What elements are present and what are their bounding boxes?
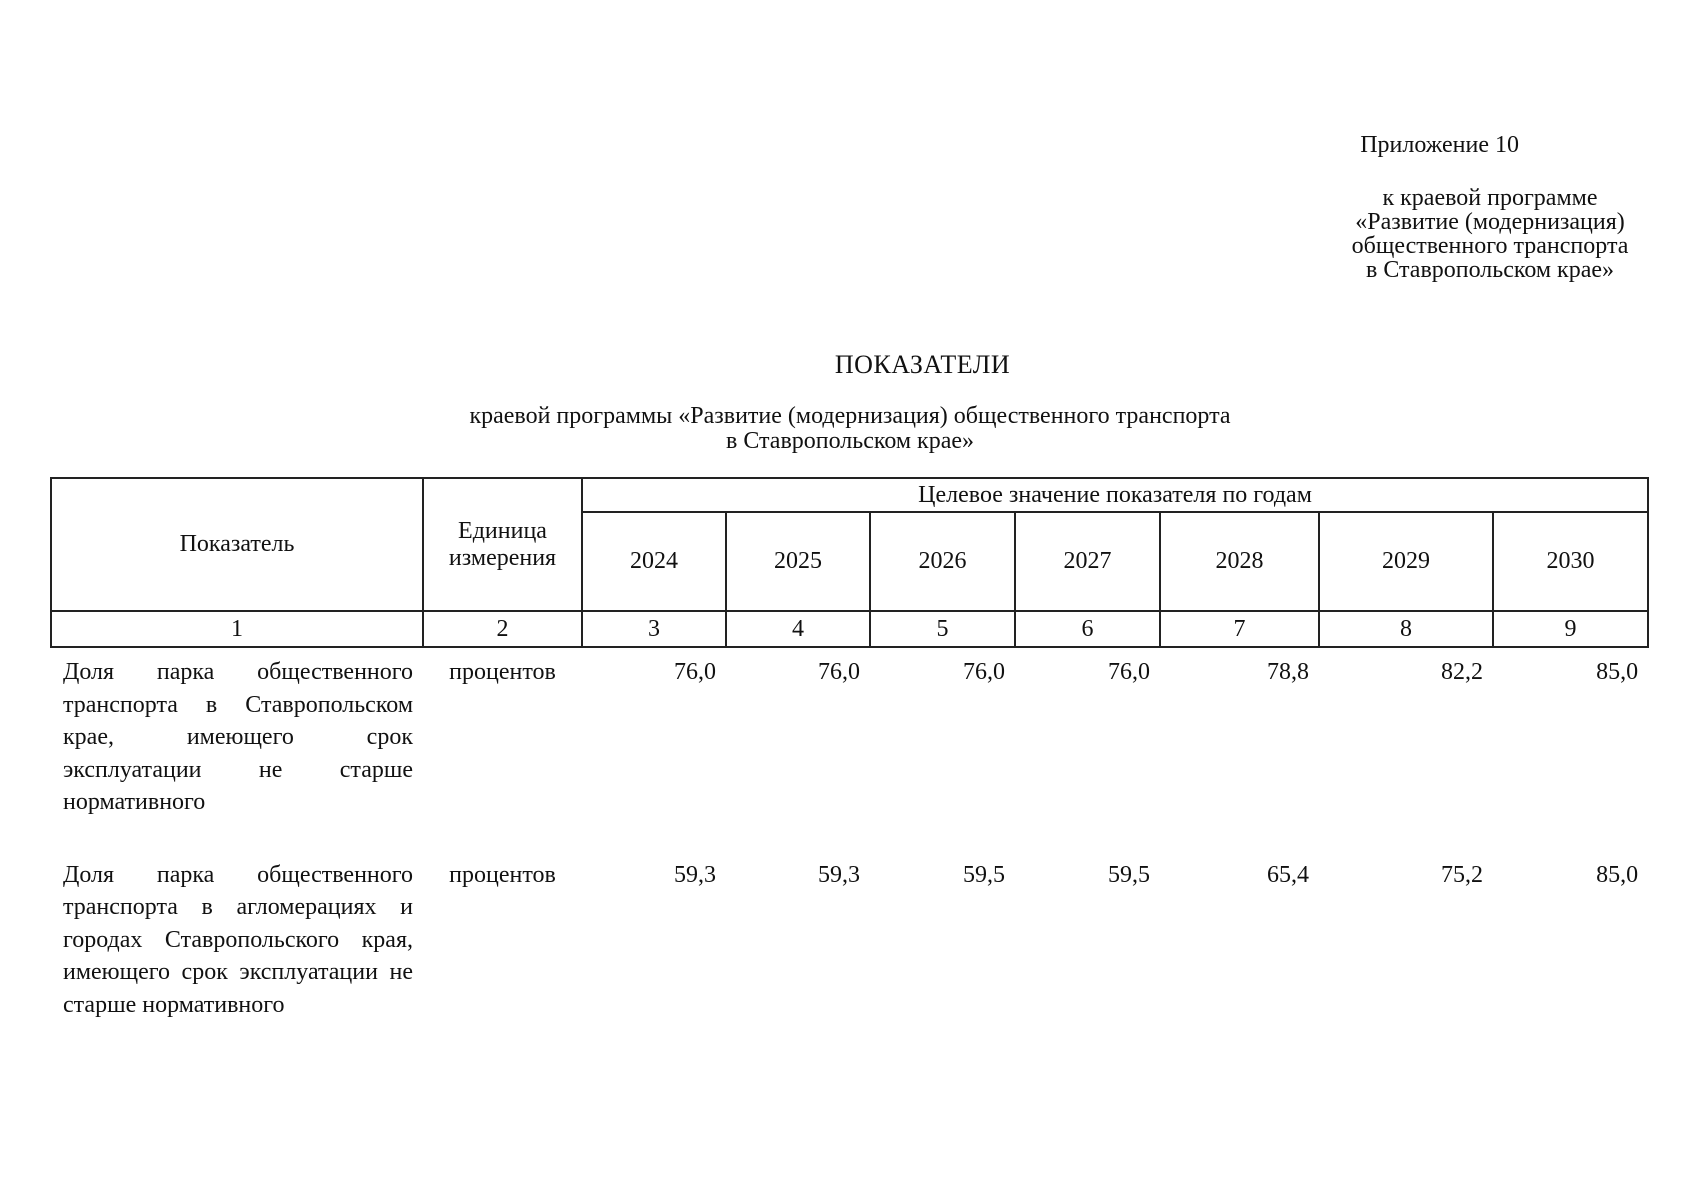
indicator-name: Доля парка общественного транспорта в Ставропольском крае, имеющего срок эксплуатации не старше нормативного [63, 659, 413, 815]
header-year: 2026 [870, 512, 1015, 611]
header-unit: Единица измерения [423, 478, 582, 611]
table-row [51, 647, 1648, 851]
indicator-value: 65,4 [1267, 861, 1309, 888]
header-year: 2024 [582, 512, 726, 611]
table-row [51, 851, 1648, 1023]
document-subtitle [300, 404, 1400, 454]
indicator-unit: процентов [449, 659, 556, 685]
indicator-unit: процентов [449, 861, 556, 888]
indicator-name: Доля парка общественного транспорта в агломерациях и городах Ставропольского края, имеющего срок эксплуатации не старше нормативного [63, 861, 413, 1018]
indicator-value: 76,0 [818, 659, 860, 685]
indicator-value: 76,0 [1108, 659, 1150, 685]
header-target-values: Целевое значение показателя по годам [582, 478, 1648, 512]
header-year: 2030 [1493, 512, 1648, 611]
column-number: 9 [1493, 611, 1648, 647]
appendix-program-line: общественного транспорта [1351, 233, 1629, 259]
column-number: 3 [582, 611, 726, 647]
document-title [0, 350, 1695, 380]
appendix-program-reference [1300, 186, 1680, 282]
header-year: 2027 [1015, 512, 1160, 611]
appendix-program-line: к краевой программе [1382, 185, 1598, 211]
indicator-value: 82,2 [1441, 659, 1483, 685]
document-subtitle-line: в Ставропольском крае» [725, 428, 975, 454]
header-year: 2029 [1319, 512, 1493, 611]
indicator-value: 59,5 [963, 861, 1005, 888]
indicator-value: 59,3 [818, 861, 860, 888]
column-number: 7 [1160, 611, 1319, 647]
indicators-table [50, 477, 1649, 1022]
column-number: 6 [1015, 611, 1160, 647]
appendix-header [1183, 132, 1523, 158]
header-year: 2025 [726, 512, 870, 611]
column-number: 5 [870, 611, 1015, 647]
header-year: 2028 [1160, 512, 1319, 611]
indicator-value: 76,0 [674, 659, 716, 685]
column-number: 4 [726, 611, 870, 647]
column-number: 8 [1319, 611, 1493, 647]
indicator-value: 59,3 [674, 861, 716, 888]
header-indicator: Показатель [51, 478, 423, 611]
appendix-program-line: в Ставропольском крае» [1365, 257, 1615, 283]
indicator-value: 76,0 [963, 659, 1005, 685]
indicator-value: 75,2 [1441, 861, 1483, 888]
column-number-row [51, 611, 1648, 647]
indicator-value: 85,0 [1596, 861, 1639, 888]
column-number: 1 [51, 611, 423, 647]
document-subtitle-line: краевой программы «Развитие (модернизация) общественного транспорта [469, 403, 1231, 429]
appendix-program-line: «Развитие (модернизация) [1355, 209, 1625, 235]
document-title-text: ПОКАЗАТЕЛИ [834, 350, 1011, 379]
indicator-value: 85,0 [1596, 659, 1639, 685]
indicator-value: 59,5 [1108, 861, 1150, 888]
indicator-value: 78,8 [1267, 659, 1309, 685]
appendix-title: Приложение 10 [1360, 132, 1519, 158]
column-number: 2 [423, 611, 582, 647]
